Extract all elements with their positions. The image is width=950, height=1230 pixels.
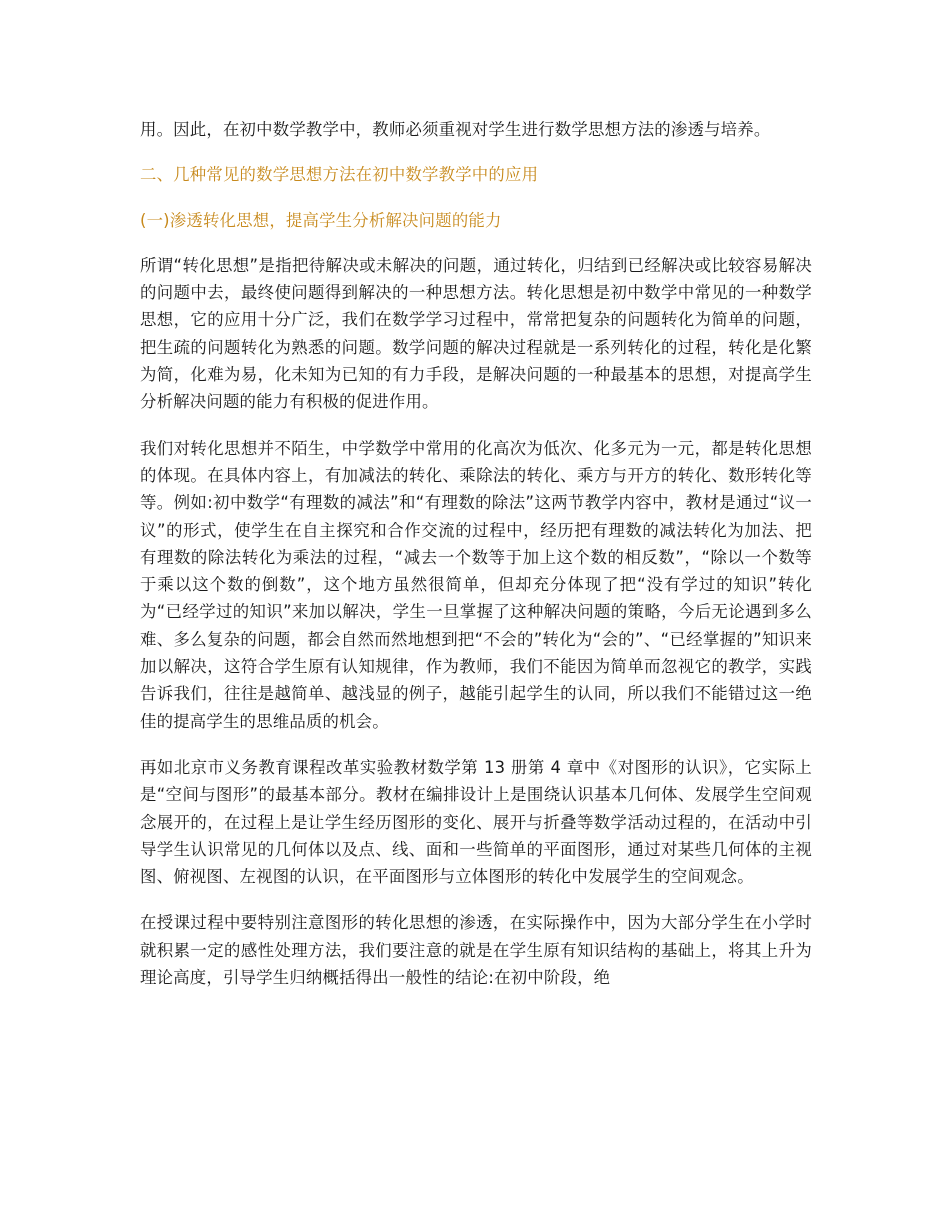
document-body bbox=[140, 116, 812, 991]
paragraph-geometry: 再如北京市义务教育课程改革实验教材数学第 13 册第 4 章中《对图形的认识》，它实际上是“空间与图形”的最基本部分。教材在编排设计上是围绕认识基本几何体、发展学生空间观念展开的，在过程上是让学生经历图形的变化、展开与折叠等数学活动过程的，在活动中引导学生认识常见的几何体以及点、线、面和一些简单的平面图形，通过对某些几何体的主视图、俯视图、左视图的认识，在平面图形与立体图形的转化中发展学生的空间观念。 bbox=[140, 757, 812, 887]
paragraph-examples: 我们对转化思想并不陌生，中学数学中常用的化高次为低次、化多元为一元，都是转化思想的体现。在具体内容上，有加减法的转化、乘除法的转化、乘方与开方的转化、数形转化等等。例如:初中数学“有理数的减法”和“有理数的除法”这两节教学内容中，教材是通过“议一议”的形式，使学生在自主探究和合作交流的过程中，经历把有理数的减法转化为加法、把有理数的除法转化为乘法的过程，“减去一个数等于加上这个数的相反数”，“除以一个数等于乘以这个数的倒数”，这个地方虽然很简单，但却充分体现了把“没有学过的知识”转化为“已经学过的知识”来加以解决，学生一旦掌握了这种解决问题的策略，今后无论遇到多么难、多么复杂的问题，都会自然而然地想到把“不会的”转化为“会的”、“已经掌握的”知识来加以解决，这符合学生原有认知规律，作为教师，我们不能因为简单而忽视它的教学，实践告诉我们，往往是越简单、越浅显的例子，越能引起学生的认同，所以我们不能错过这一绝佳的提高学生的思维品质的机会。 bbox=[140, 438, 812, 731]
paragraph-definition: 所谓“转化思想”是指把待解决或未解决的问题，通过转化，归结到已经解决或比较容易解决的问题中去，最终使问题得到解决的一种思想方法。转化思想是初中数学中常见的一种数学思想，它的应用十分广泛，我们在数学学习过程中，常常把复杂的问题转化为简单的问题，把生疏的问题转化为熟悉的问题。数学问题的解决过程就是一系列转化的过程，转化是化繁为简，化难为易，化未知为已知的有力手段，是解决问题的一种最基本的思想，对提高学生分析解决问题的能力有积极的促进作用。 bbox=[140, 255, 812, 412]
subsection-heading: (一)渗透转化思想，提高学生分析解决问题的能力 bbox=[140, 210, 502, 230]
section-heading: 二、几种常见的数学思想方法在初中数学教学中的应用 bbox=[140, 165, 539, 185]
paragraph-teaching: 在授课过程中要特别注意图形的转化思想的渗透，在实际操作中，因为大部分学生在小学时就积累一定的感性处理方法，我们要注意的就是在学生原有知识结构的基础上，将其上升为理论高度，引导学生归纳概括得出一般性的结论:在初中阶段，绝 bbox=[140, 913, 812, 988]
paragraph-intro-tail: 用。因此，在初中数学教学中，教师必须重视对学生进行数学思想方法的渗透与培养。 bbox=[140, 120, 771, 139]
